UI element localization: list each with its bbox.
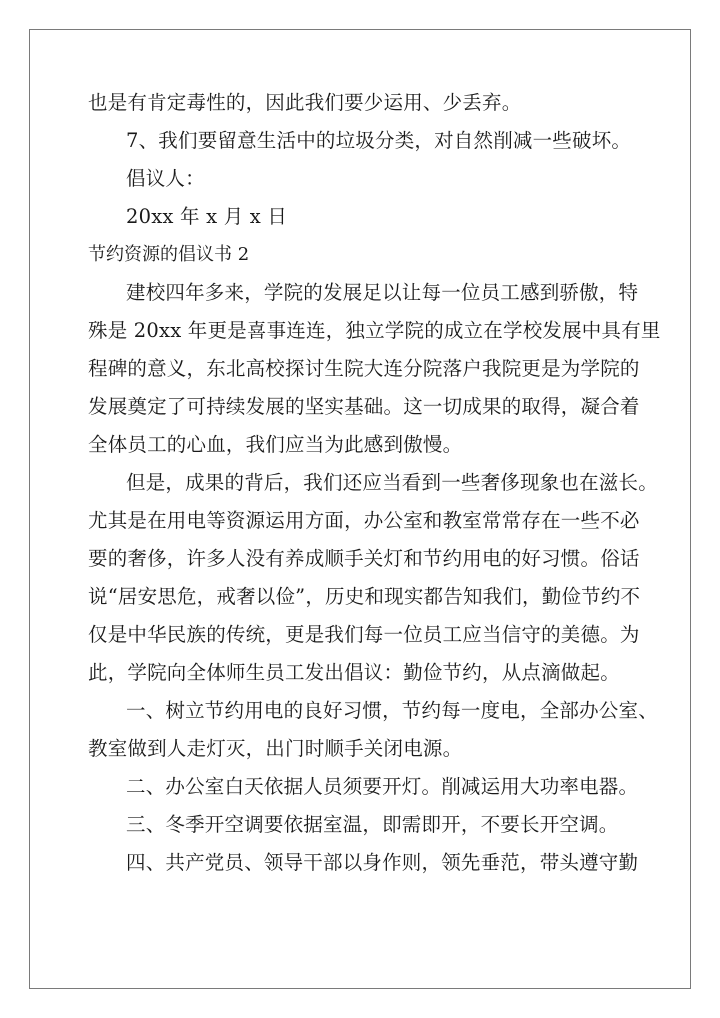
text-line: 三、冬季开空调要依据室温，即需即开，不要长开空调。 — [126, 813, 619, 836]
text-line: 也是有肯定毒性的，因此我们要少运用、少丢弃。 — [88, 91, 522, 114]
section-title: 节约资源的倡议书 2 — [88, 244, 250, 265]
text-line: 仅是中华民族的传统，更是我们每一位员工应当信守的美德。为 — [88, 623, 640, 646]
text-line: 一、树立节约用电的良好习惯，节约每一度电，全部办公室、 — [126, 699, 658, 722]
signature-label: 倡议人： — [126, 167, 205, 190]
date-line: 20xx 年 x 月 x 日 — [126, 205, 288, 228]
document-body — [88, 84, 661, 882]
text-line: 全体员工的心血，我们应当为此感到傲慢。 — [88, 433, 463, 456]
text-line: 程碑的意义，东北高校探讨生院大连分院落户我院更是为学院的 — [88, 357, 640, 380]
text-line: 但是，成果的背后，我们还应当看到一些奢侈现象也在滋长。 — [126, 471, 658, 494]
text-line: 二、办公室白天依据人员须要开灯。削减运用大功率电器。 — [126, 775, 639, 798]
text-line: 建校四年多来，学院的发展足以让每一位员工感到骄傲，特 — [126, 281, 639, 304]
text-line: 7、我们要留意生活中的垃圾分类，对自然削减一些破坏。 — [126, 129, 632, 152]
text-line: 此，学院向全体师生员工发出倡议：勤俭节约，从点滴做起。 — [88, 661, 620, 684]
text-line: 要的奢侈，许多人没有养成顺手关灯和节约用电的好习惯。俗话 — [88, 547, 640, 570]
text-line: 四、共产党员、领导干部以身作则，领先垂范，带头遵守勤 — [126, 851, 639, 874]
text-line: 发展奠定了可持续发展的坚实基础。这一切成果的取得，凝合着 — [88, 395, 640, 418]
text-line: 教室做到人走灯灭，出门时顺手关闭电源。 — [88, 737, 463, 760]
text-line: 说“居安思危，戒奢以俭”，历史和现实都告知我们，勤俭节约不 — [88, 585, 641, 608]
text-line: 殊是 20xx 年更是喜事连连，独立学院的成立在学校发展中具有里 — [88, 319, 661, 342]
text-line: 尤其是在用电等资源运用方面，办公室和教室常常存在一些不必 — [88, 509, 640, 532]
